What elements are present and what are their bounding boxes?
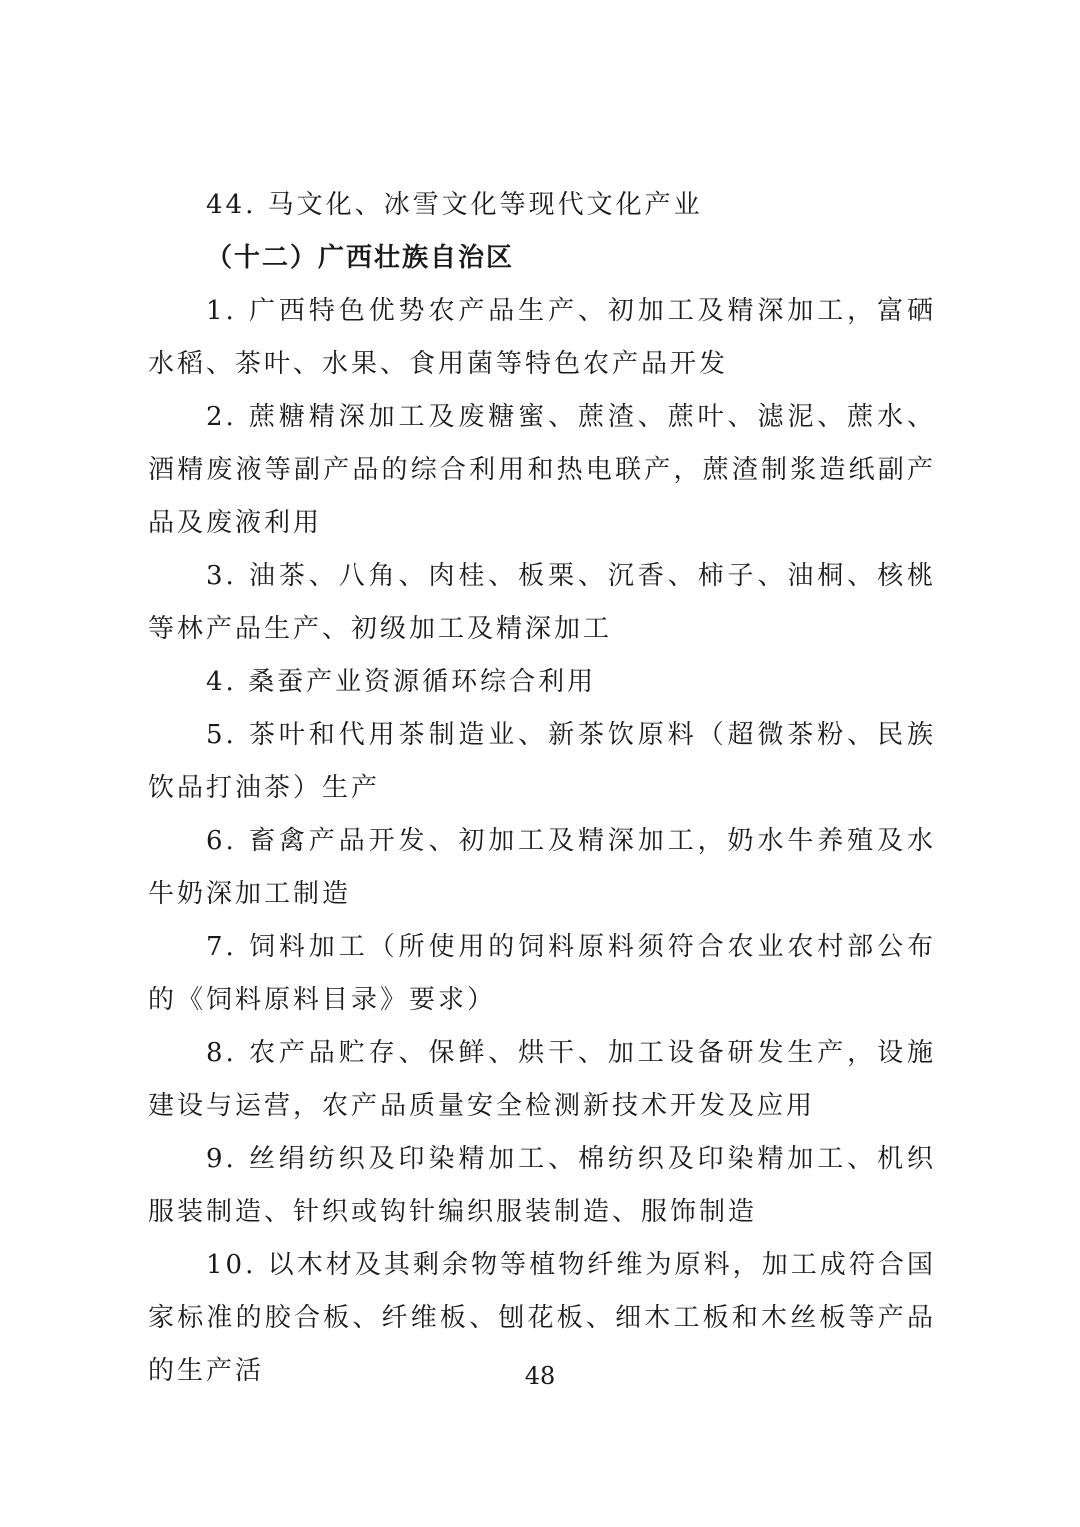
paragraph-item-10: 10. 以木材及其剩余物等植物纤维为原料，加工成符合国家标准的胶合板、纤维板、刨花板、细木工板和木丝板等产品的生产活	[148, 1250, 936, 1386]
paragraph-item-8: 8. 农产品贮存、保鲜、烘干、加工设备研发生产，设施建设与运营，农产品质量安全检测新技术开发及应用	[148, 1038, 936, 1121]
page-number: 48	[524, 1362, 556, 1390]
document-body	[148, 179, 936, 1398]
paragraph-item-44: 44. 马文化、冰雪文化等现代文化产业	[206, 190, 703, 220]
paragraph-item-5: 5. 茶叶和代用茶制造业、新茶饮原料（超微茶粉、民族饮品打油茶）生产	[148, 720, 936, 803]
paragraph-item-2: 2. 蔗糖精深加工及废糖蜜、蔗渣、蔗叶、滤泥、蔗水、酒精废液等副产品的综合利用和热电联产，蔗渣制浆造纸副产品及废液利用	[148, 402, 936, 538]
paragraph-item-4: 4. 桑蚕产业资源循环综合利用	[206, 667, 597, 697]
paragraph-item-9: 9. 丝绢纺织及印染精加工、棉纺织及印染精加工、机织服装制造、针织或钩针编织服装制造、服饰制造	[148, 1144, 936, 1227]
section-heading-guangxi: （十二）广西壮族自治区	[206, 243, 515, 273]
paragraph-item-3: 3. 油茶、八角、肉桂、板栗、沉香、柿子、油桐、核桃等林产品生产、初级加工及精深加工	[148, 561, 936, 644]
paragraph-item-6: 6. 畜禽产品开发、初加工及精深加工，奶水牛养殖及水牛奶深加工制造	[148, 826, 936, 909]
paragraph-item-1: 1. 广西特色优势农产品生产、初加工及精深加工，富硒水稻、茶叶、水果、食用菌等特色农产品开发	[148, 296, 936, 379]
paragraph-item-7: 7. 饲料加工（所使用的饲料原料须符合农业农村部公布的《饲料原料目录》要求）	[148, 932, 936, 1015]
